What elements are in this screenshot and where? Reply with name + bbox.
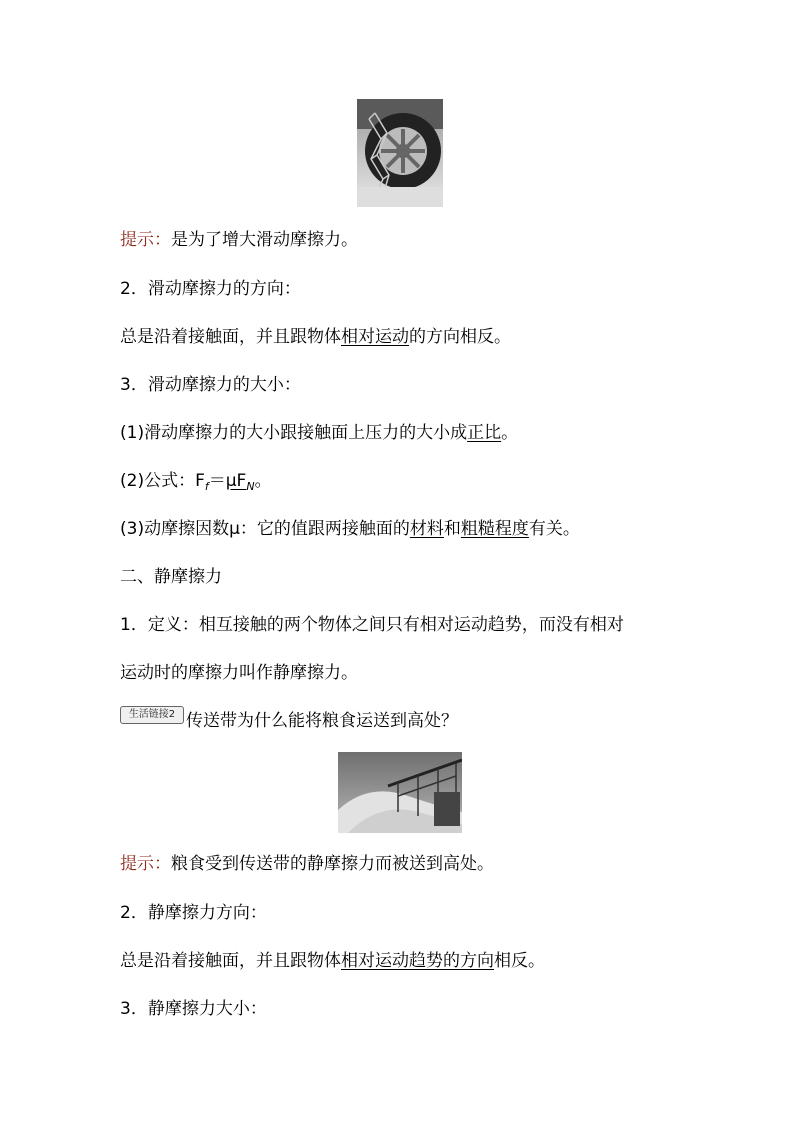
- hint-1: 提示：是为了增大滑动摩擦力。: [120, 230, 358, 250]
- static-direction-text: 总是沿着接触面，并且跟物体相对运动趋势的方向相反。: [120, 951, 545, 971]
- point-3: (3)动摩擦因数μ：它的值跟两接触面的材料和粗糙程度有关。: [120, 519, 580, 539]
- section-3-title: 3．滑动摩擦力的大小：: [120, 375, 301, 395]
- life-link-badge: 生活链接2: [120, 706, 184, 724]
- hint-label: 提示：: [120, 854, 171, 874]
- life-question: 传送带为什么能将粮食运送到高处？: [186, 711, 458, 731]
- definition-line-2: 运动时的摩擦力叫作静摩擦力。: [120, 663, 358, 683]
- conveyor-belt-image: [338, 752, 462, 833]
- tire-chain-image: [357, 99, 443, 207]
- section-2-text: 总是沿着接触面，并且跟物体相对运动的方向相反。: [120, 327, 511, 347]
- hint-label: 提示：: [120, 230, 171, 250]
- point-2-formula: (2)公式：$F_f=\mu F_N$。: [120, 471, 272, 493]
- point-1: (1)滑动摩擦力的大小跟接触面上压力的大小成正比。: [120, 423, 519, 443]
- definition-line-1: 1．定义：相互接触的两个物体之间只有相对运动趋势，而没有相对: [120, 615, 624, 635]
- section-2-title: 2．滑动摩擦力的方向：: [120, 279, 301, 299]
- static-friction-heading: 二、静摩擦力: [120, 567, 222, 587]
- static-magnitude-title: 3．静摩擦力大小：: [120, 999, 267, 1019]
- static-direction-title: 2．静摩擦力方向：: [120, 903, 267, 923]
- hint-2: 提示：粮食受到传送带的静摩擦力而被送到高处。: [120, 854, 494, 874]
